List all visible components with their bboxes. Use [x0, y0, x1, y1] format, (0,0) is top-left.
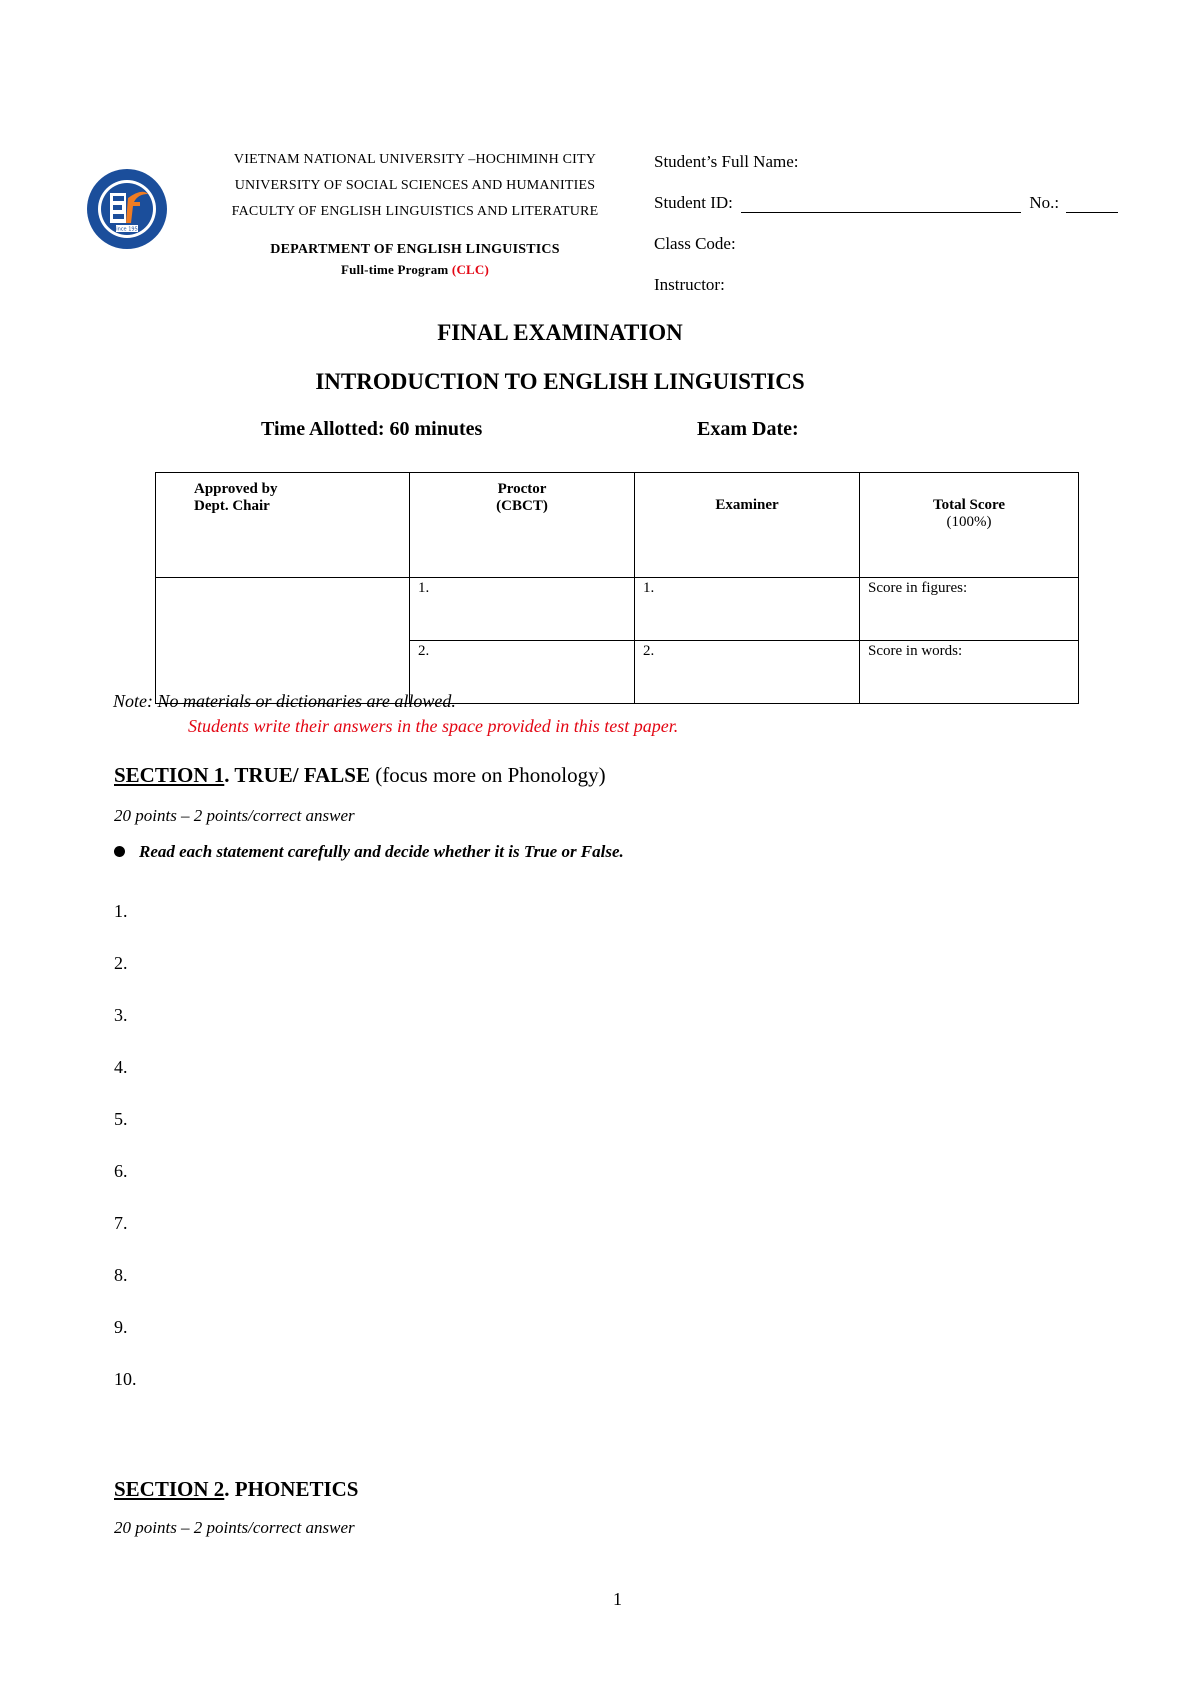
section-1-instruction-text: Read each statement carefully and decide whether it is True or False. — [139, 842, 624, 861]
proctor-header-line: Proctor — [497, 481, 547, 497]
department-name: DEPARTMENT OF ENGLISH LINGUISTICS — [270, 242, 560, 257]
university-logo-icon — [86, 168, 168, 250]
instructor-field[interactable] — [654, 275, 1118, 316]
number-label: No.: — [1029, 193, 1060, 212]
proctor-header — [410, 473, 635, 578]
class-code-field[interactable] — [654, 234, 1118, 275]
total-score-header — [860, 473, 1079, 578]
examiner-cell-2[interactable]: 2. — [635, 641, 860, 704]
list-item: 9. — [114, 1317, 128, 1337]
section-1-instruction — [114, 842, 624, 862]
score-words-cell[interactable]: Score in words: — [860, 641, 1079, 704]
student-id-row — [654, 193, 1118, 234]
exam-title: FINAL EXAMINATION — [437, 320, 683, 345]
instructor-label: Instructor: — [654, 275, 725, 294]
proctor-cell-2[interactable]: 2. — [410, 641, 635, 704]
time-allotted: Time Allotted: 60 minutes — [261, 418, 483, 440]
university-header — [200, 152, 630, 288]
number-field[interactable] — [1066, 194, 1118, 213]
section-1-title: . TRUE/ FALSE — [224, 763, 370, 787]
section-1-points: 20 points – 2 points/correct answer — [114, 806, 355, 825]
student-name-field[interactable] — [654, 152, 1118, 193]
question-list — [114, 901, 137, 1421]
table-header-row — [156, 473, 1079, 578]
course-title: INTRODUCTION TO ENGLISH LINGUISTICS — [315, 369, 805, 394]
student-id-field[interactable] — [741, 194, 1021, 213]
svg-text:Since 1957: Since 1957 — [113, 226, 141, 233]
proctor-header-line: (CBCT) — [496, 498, 548, 514]
list-item: 2. — [114, 953, 128, 973]
university-line: VIETNAM NATIONAL UNIVERSITY –HOCHIMINH CITY — [233, 152, 597, 167]
list-item: 10. — [114, 1369, 137, 1389]
list-item: 8. — [114, 1265, 128, 1285]
page-number: 1 — [613, 1589, 622, 1609]
university-line: FACULTY OF ENGLISH LINGUISTICS AND LITERATURE — [231, 204, 599, 219]
total-score-sub: (100%) — [946, 514, 992, 530]
class-code-label: Class Code: — [654, 234, 736, 253]
section-1-subtitle: (focus more on Phonology) — [369, 763, 606, 787]
approved-signature-cell[interactable] — [156, 578, 410, 704]
score-figures-cell[interactable]: Score in figures: — [860, 578, 1079, 641]
proctor-cell-1[interactable]: 1. — [410, 578, 635, 641]
bullet-icon — [113, 845, 126, 858]
section-1-label: SECTION 1 — [114, 763, 225, 787]
section-2-title: . PHONETICS — [224, 1477, 359, 1501]
list-item: 6. — [114, 1161, 128, 1181]
examiner-header: Examiner — [635, 473, 860, 578]
student-name-label: Student’s Full Name: — [654, 152, 799, 171]
section-2-points: 20 points – 2 points/correct answer — [114, 1518, 355, 1537]
program-code: (CLC) — [451, 262, 490, 277]
total-score-title: Total Score — [932, 497, 1006, 513]
list-item: 4. — [114, 1057, 128, 1077]
student-id-label: Student ID: — [654, 193, 733, 212]
program-prefix: Full-time Program — [340, 262, 452, 277]
approved-header — [156, 473, 410, 578]
approved-header-line: Dept. Chair — [194, 498, 270, 514]
exam-date: Exam Date: — [697, 418, 799, 440]
examiner-cell-1[interactable]: 1. — [635, 578, 860, 641]
list-item: 7. — [114, 1213, 128, 1233]
list-item: 1. — [114, 901, 128, 921]
student-info — [654, 152, 1118, 316]
table-row — [156, 578, 1079, 641]
list-item: 5. — [114, 1109, 128, 1129]
note-text: Note: No materials or dictionaries are allowed. — [113, 691, 456, 711]
section-1-heading — [114, 763, 606, 788]
program-name — [200, 262, 630, 288]
university-line: UNIVERSITY OF SOCIAL SCIENCES AND HUMANITIES — [234, 178, 596, 193]
score-table — [155, 472, 1079, 704]
answer-instruction: Students write their answers in the space provided in this test paper. — [188, 716, 679, 736]
section-2-label: SECTION 2 — [114, 1477, 225, 1501]
section-2-heading — [114, 1477, 358, 1502]
list-item: 3. — [114, 1005, 128, 1025]
approved-header-line: Approved by — [194, 481, 278, 497]
